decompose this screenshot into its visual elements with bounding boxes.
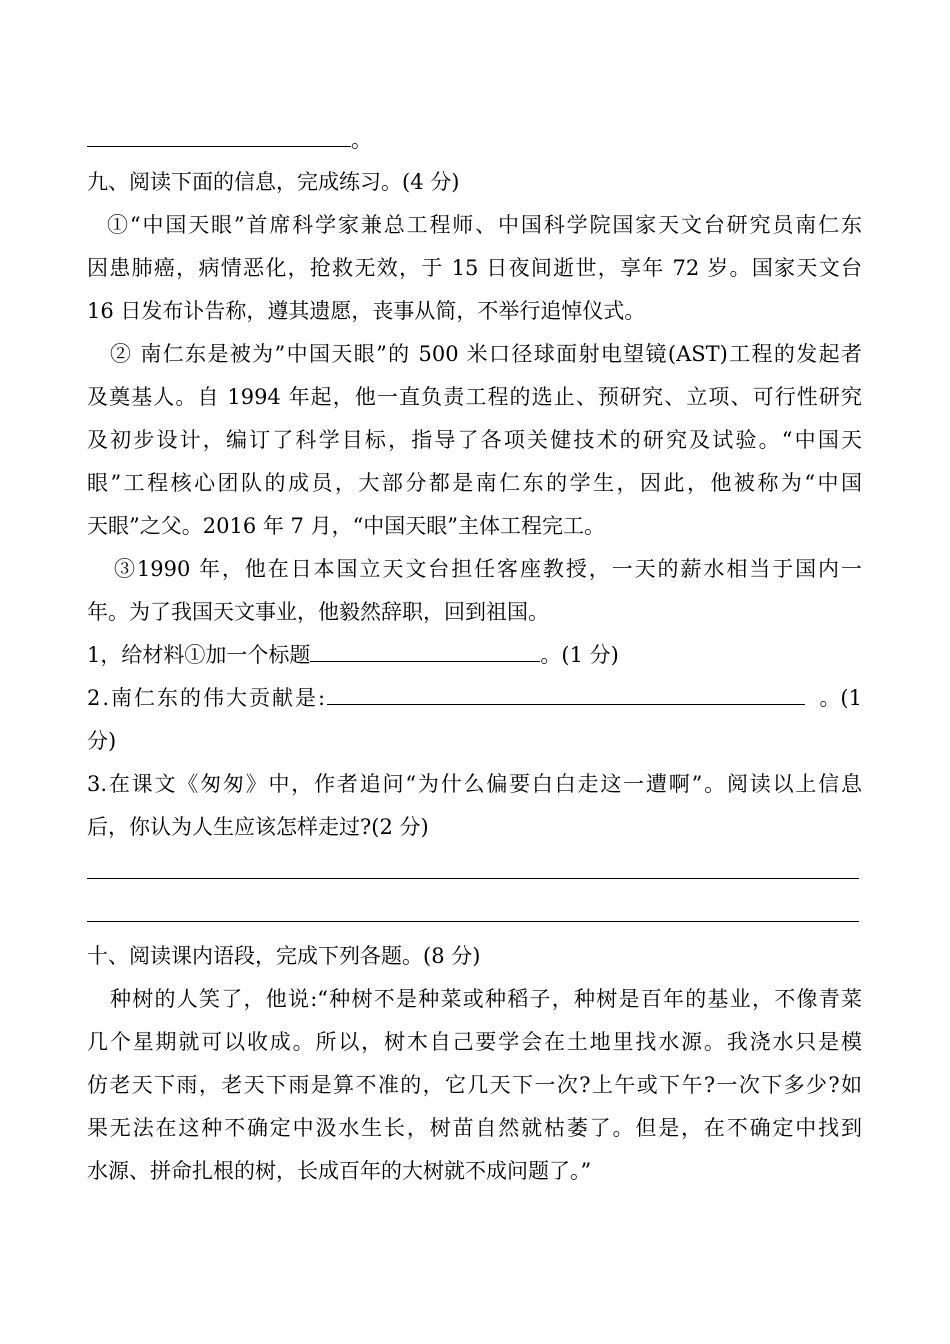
section-9-para1-line2: 因患肺癌，病情恶化，抢救无效，于 15 日夜间逝世，享年 72 岁。国家天文台 <box>87 256 862 280</box>
section-10-para-line2: 几个星期就可以收成。所以，树木自己要学会在土地里找水源。我浇水只是模 <box>87 1030 862 1054</box>
section-9-para3-line2: 年。为了我国天文事业，他毅然辞职，回到祖国。 <box>87 600 549 624</box>
question-3-answer-line-2[interactable] <box>87 921 859 922</box>
section-10-heading: 十、阅读课内语段，完成下列各题。(8 分) <box>87 944 481 968</box>
section-9-para1-line3: 16 日发布讣告称，遵其遗愿，丧事从简，不举行追悼仪式。 <box>87 299 646 323</box>
section-9-para2-line4: 眼”工程核心团队的成员，大部分都是南仁东的学生，因此，他被称为“中国 <box>87 471 862 495</box>
section-9-para1-line1: ①“中国天眼”首席科学家兼总工程师、中国科学院国家天文台研究员南仁东 <box>107 213 862 237</box>
question-3-answer-line-1[interactable] <box>87 878 859 879</box>
section-10-para-line1: 种树的人笑了，他说:“种树不是种菜或种稻子，种树是百年的基业，不像青菜 <box>110 987 862 1011</box>
question-2-answer-blank[interactable] <box>327 684 805 705</box>
section-9-para2-line3: 及初步设计，编订了科学目标，指导了各项关健技术的研究及试验。“中国天 <box>87 428 862 452</box>
question-2-cont: 分) <box>87 729 117 753</box>
section-9-para2-line1: ② 南仁东是被为”中国天眼”的 500 米口径球面射电望镜(AST)工程的发起者 <box>110 342 862 366</box>
section-10-para-line4: 果无法在这种不确定中汲水生长，树苗自然就枯萎了。但是，在不确定中找到 <box>87 1116 862 1140</box>
question-1: 1，给材料①加一个标题 。(1 分) <box>87 643 619 667</box>
question-3-line1: 3.在课文《匆匆》中，作者追问“为什么偏要白白走这一遭啊”。阅读以上信息 <box>87 772 862 796</box>
section-10-para-line5: 水源、拼命扎根的树，长成百年的大树就不成问题了。” <box>87 1159 592 1183</box>
previous-answer-line <box>87 126 372 154</box>
question-1-answer-blank[interactable] <box>310 641 540 662</box>
question-2: 2.南仁东的伟大贡献是: 。(1 <box>87 686 862 710</box>
period: 。 <box>351 128 372 152</box>
section-9-para3-line1: ③1990 年，他在日本国立天文台担任客座教授，一天的薪水相当于国内一 <box>114 557 862 581</box>
section-9-para2-line2: 及奠基人。自 1994 年起，他一直负责工程的选止、预研究、立项、可行性研究 <box>87 385 862 409</box>
section-9-para2-line5: 天眼”之父。2016 年 7 月，“中国天眼”主体工程完工。 <box>87 514 606 538</box>
question-3-line2: 后，你认为人生应该怎样走过?(2 分) <box>87 815 429 839</box>
section-10-para-line3: 仿老天下雨，老天下雨是算不准的，它几天下一次?上午或下午?一次下多少?如 <box>87 1073 862 1097</box>
answer-blank[interactable] <box>87 126 351 147</box>
section-9-heading: 九、阅读下面的信息，完成练习。(4 分) <box>87 170 460 194</box>
